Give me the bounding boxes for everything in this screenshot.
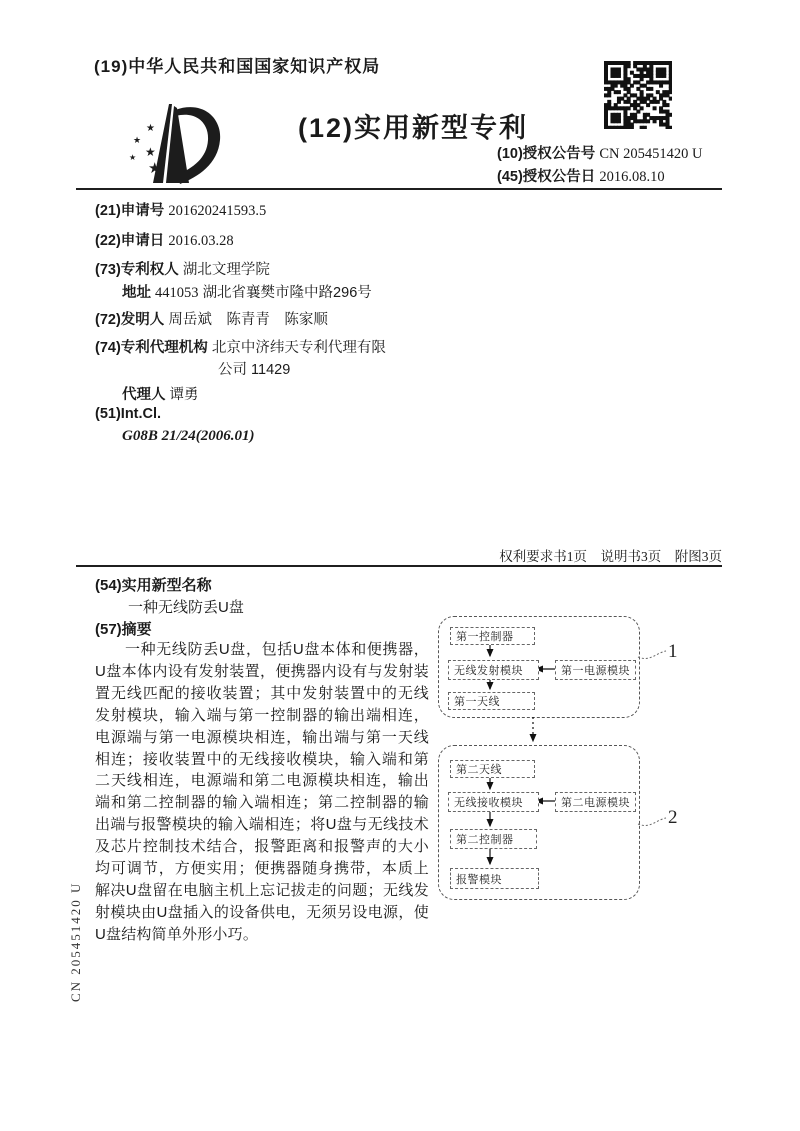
intcl-value: G08B 21/24(2006.01) [122,428,255,444]
agent-label: 代理人 [122,387,166,403]
publication-number-row [497,142,702,163]
pages-info: 权利要求书1页 说明书3页 附图3页 [499,549,722,564]
sidebar-doc-number: CN 205451420 U [68,881,83,1002]
box-second-power-module: 第二电源模块 [555,792,636,812]
invention-title: 一种无线防丢U盘 [128,599,244,616]
agency-value-line2: 公司 11429 [218,362,291,378]
agency-row-line2 [218,358,290,379]
intcl-row [95,406,161,422]
svg-text:★: ★ [129,153,137,162]
intcl-label: (51)Int.Cl. [95,406,162,422]
figure-label-2: 2 [668,807,678,828]
inventors-row [95,308,328,329]
agent-value: 谭勇 [169,387,199,403]
application-number-label: (21)申请号 [95,203,165,219]
publication-date-row [497,165,665,186]
box-first-power-module: 第一电源模块 [555,660,636,680]
qr-code-icon [604,61,672,129]
document-type-title: (12)实用新型专利 [298,113,529,143]
patentee-label: (73)专利权人 [95,262,179,278]
application-date-label: (22)申请日 [95,233,165,249]
title-section-label: (54)实用新型名称 [95,577,212,594]
box-first-controller: 第一控制器 [450,627,535,645]
agency-row [95,336,386,357]
header-divider [76,188,722,190]
patentee-row [95,258,270,279]
box-wireless-receiver: 无线接收模块 [448,792,539,812]
box-wireless-transmitter: 无线发射模块 [448,660,539,680]
agent-row [122,383,199,404]
address-value: 湖北省襄樊市隆中路296号 [202,285,372,301]
svg-text:★: ★ [133,136,142,146]
abstract-text: 一种无线防丢U盘，包括U盘本体和便携器，U盘本体内设有发射装置，便携器内设有与发射装置无线匹配的接收装置；其中发射装置中的无线发射模块，输入端与第一控制器的输出端相连，电源端与第一电源模块相连，输出端与第一天线相连；接收装置中的无线接收模块，输入端和第二天线相连，电源端和第二电源模块相连，输出端和第二控制器的输入端相连；第二控制器的输出端与报警模块的输入端相连；将U盘与无线技术及芯片控制技术结合，报警距离和报警声的大小均可调节，方便实用；便携器随身携带，本质上解决U盘留在电脑主机上忘记拔走的问题；无线发射模块由U盘插入的设备供电，无须另设电源，使U盘结构简单外形小巧。 [95,641,429,943]
figure-label-1: 1 [668,641,678,662]
inventors-label: (72)发明人 [95,312,165,328]
box-alarm-module: 报警模块 [450,868,539,889]
publication-date-label: (45)授权公告日 [497,169,596,185]
box-second-controller: 第二控制器 [450,829,537,849]
svg-text:★: ★ [148,159,162,177]
section-divider [76,565,722,567]
publication-number-label: (10)授权公告号 [497,146,596,162]
address-code: 441053 [155,285,199,301]
abstract-section-label: (57)摘要 [95,621,152,638]
application-number-row [95,199,266,220]
svg-text:★: ★ [145,145,156,159]
agency-value-line1: 北京中济纬天专利代理有限 [211,340,386,356]
application-date-value: 2016.03.28 [168,233,234,249]
application-date-row [95,229,234,250]
agency-label: (74)专利代理机构 [95,340,208,356]
patentee-value: 湖北文理学院 [182,262,270,278]
box-second-antenna: 第二天线 [450,760,535,778]
box-first-antenna: 第一天线 [448,692,535,710]
address-row [122,281,372,302]
publication-number-value: CN 205451420 U [599,146,703,162]
svg-text:★: ★ [146,123,155,134]
address-label: 地址 [122,285,151,301]
publication-date-value: 2016.08.10 [599,169,665,185]
issuing-office: (19)中华人民共和国国家知识产权局 [94,57,381,76]
application-number-value: 201620241593.5 [168,203,267,219]
inventors-value: 周岳斌 陈青青 陈家顺 [168,312,328,328]
cnipa-logo-icon [103,98,228,193]
